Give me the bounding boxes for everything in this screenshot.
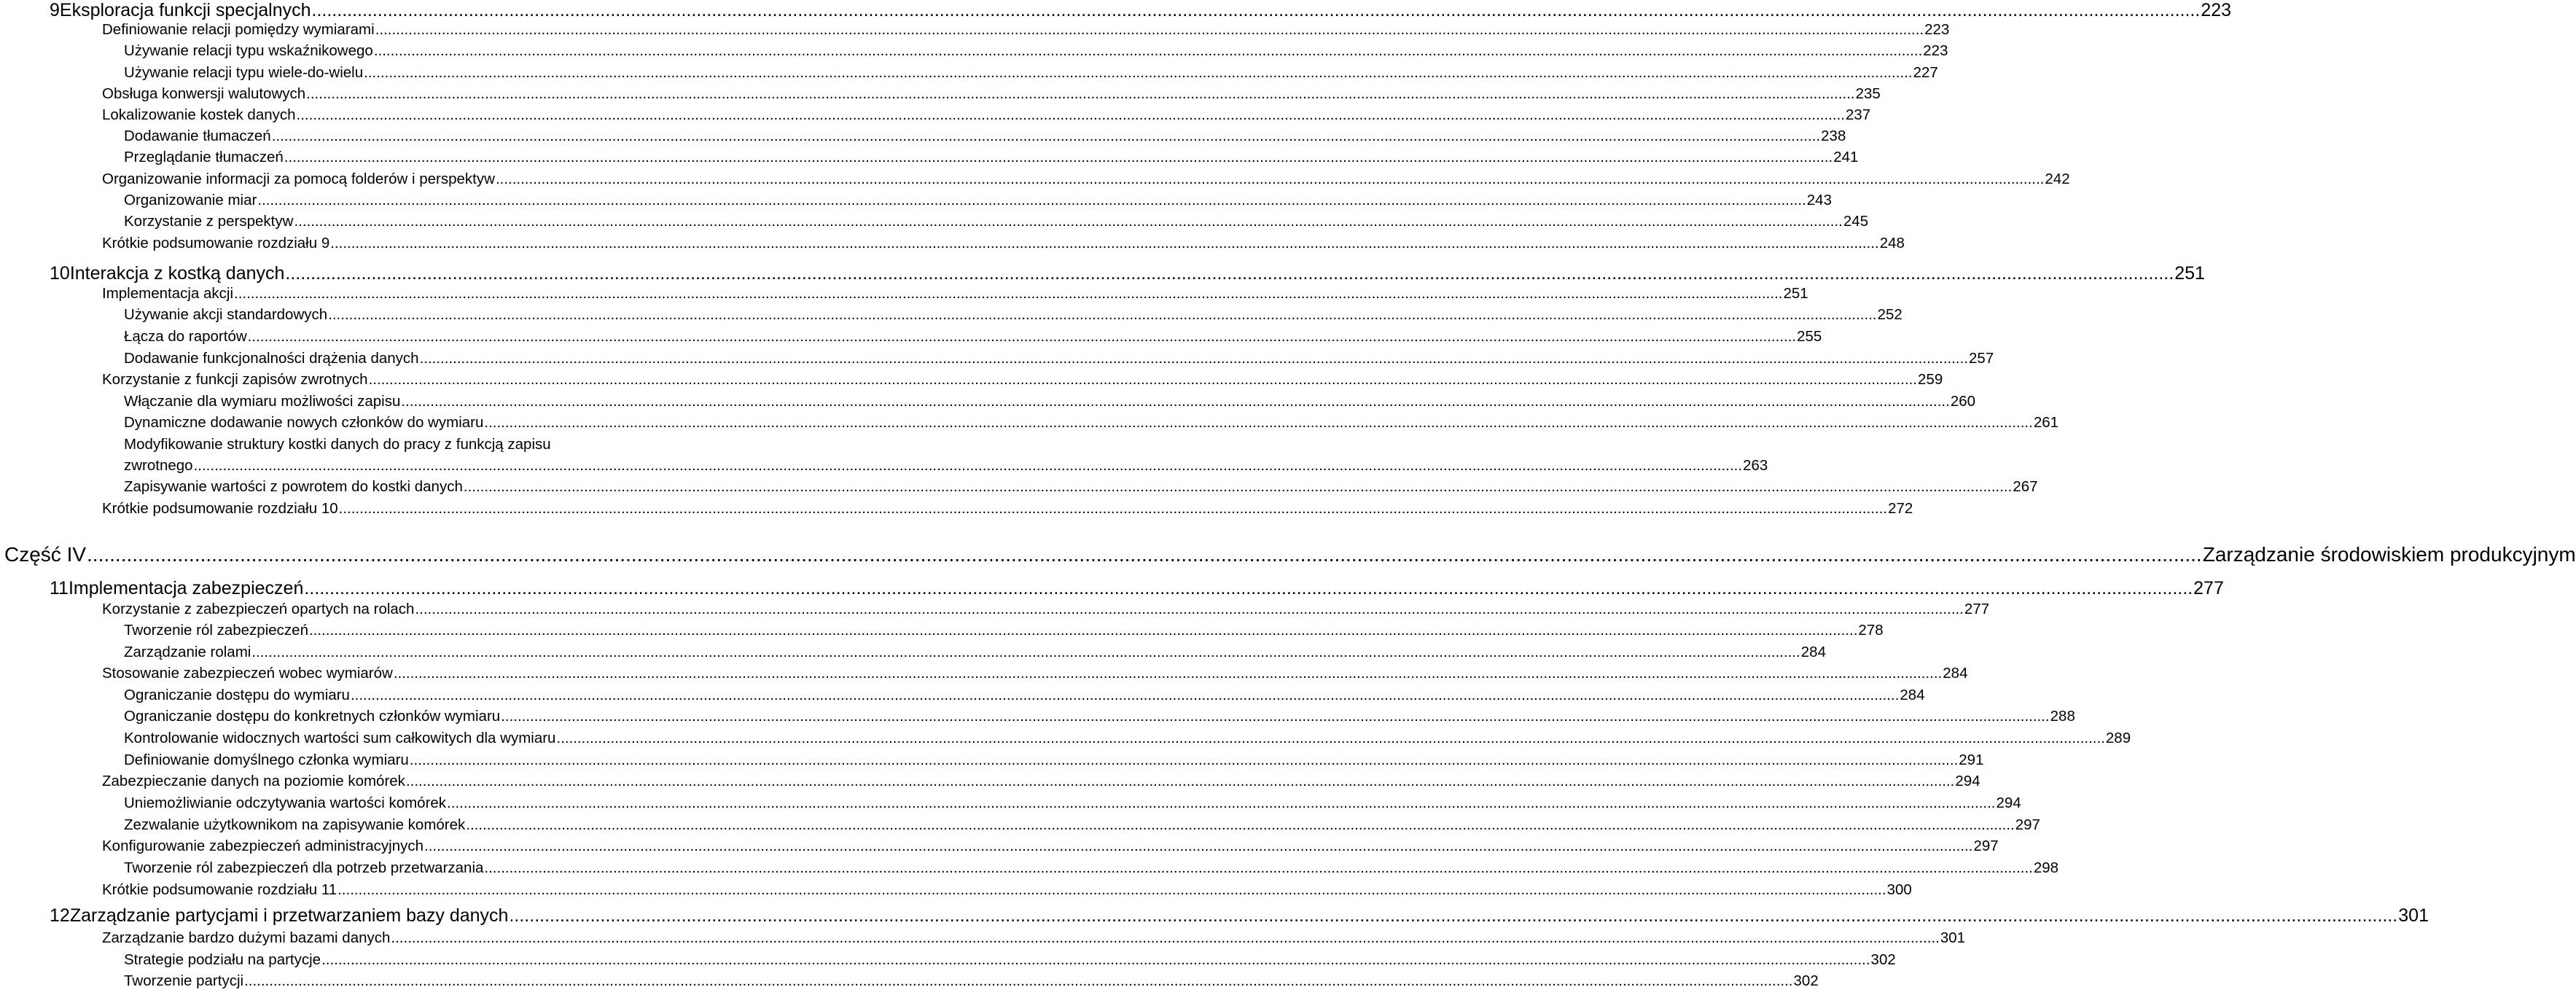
dot-leader bbox=[391, 929, 1939, 947]
subsection-entry[interactable] bbox=[124, 752, 1984, 769]
dot-leader bbox=[401, 393, 1949, 410]
dot-leader bbox=[374, 42, 1922, 60]
chapter-number: 11 bbox=[50, 578, 69, 598]
toc-entry-title: Definiowanie domyślnego członka wymiaru bbox=[124, 752, 409, 768]
page-number: 260 bbox=[1950, 393, 1976, 410]
page-number: 238 bbox=[1821, 128, 1846, 144]
toc-entry-title: Implementacja akcji bbox=[102, 285, 234, 302]
page-number: 294 bbox=[1955, 773, 1980, 789]
dot-leader bbox=[337, 881, 1886, 899]
toc-entry-title: Korzystanie z zabezpieczeń opartych na rolach bbox=[102, 601, 415, 617]
page-number: 297 bbox=[2015, 816, 2040, 833]
toc-entry-title: Eksploracja funkcji specjalnych bbox=[59, 0, 311, 20]
subsection-entry[interactable] bbox=[124, 972, 1819, 990]
dot-leader bbox=[304, 578, 2193, 599]
page-number: 302 bbox=[1870, 951, 1896, 968]
chapter-entry[interactable] bbox=[50, 905, 2429, 926]
dot-leader bbox=[285, 263, 2174, 284]
dot-leader bbox=[257, 192, 1806, 209]
toc-entry-title: Korzystanie z perspektyw bbox=[124, 213, 294, 230]
toc-entry-title: Strategie podziału na partycje bbox=[124, 951, 321, 968]
toc-entry-title: Organizowanie informacji za pomocą folderów i perspektyw bbox=[102, 171, 495, 187]
subsection-entry[interactable] bbox=[124, 64, 1938, 82]
toc-entry-title: Lokalizowanie kostek danych bbox=[102, 106, 296, 123]
toc-entry-title: Obsługa konwersji walutowych bbox=[102, 85, 306, 102]
subsection-entry[interactable] bbox=[124, 128, 1846, 145]
part-label: Część IV bbox=[4, 543, 87, 566]
toc-entry-title: zwrotnego bbox=[124, 457, 193, 474]
section-entry[interactable] bbox=[102, 881, 1912, 899]
dot-leader bbox=[297, 106, 1845, 124]
toc-entry-title: Dodawanie funkcjonalności drążenia danych bbox=[124, 350, 419, 367]
chapter-number: 9 bbox=[50, 0, 60, 20]
page-number: 263 bbox=[1743, 457, 1768, 474]
toc-entry-title: Dynamiczne dodawanie nowych członków do wymiaru bbox=[124, 414, 484, 431]
dot-leader bbox=[339, 500, 1887, 518]
page-number: 235 bbox=[1855, 85, 1881, 102]
page-number: 277 bbox=[1964, 601, 1990, 617]
toc-entry-title: Zapisywanie wartości z powrotem do kostki danych bbox=[124, 478, 463, 495]
subsection-entry[interactable] bbox=[124, 708, 2075, 725]
dot-leader bbox=[424, 838, 1972, 855]
page-number: 302 bbox=[1793, 972, 1819, 989]
dot-leader bbox=[272, 128, 1820, 145]
page-number: 259 bbox=[1918, 371, 1943, 388]
toc-entry-title: Kontrolowanie widocznych wartości sum całkowitych dla wymiaru bbox=[124, 730, 556, 746]
subsection-entry[interactable] bbox=[124, 859, 2059, 877]
toc-entry-title: Tworzenie ról zabezpieczeń bbox=[124, 622, 308, 639]
page-number: 223 bbox=[1923, 42, 1948, 59]
toc-entry-title: Tworzenie partycji bbox=[124, 972, 244, 989]
toc-entry-title: Organizowanie miar bbox=[124, 192, 257, 208]
dot-leader bbox=[509, 905, 2397, 926]
subsection-entry[interactable] bbox=[124, 795, 2021, 812]
toc-entry-title: Używanie relacji typu wskaźnikowego bbox=[124, 42, 373, 59]
section-entry[interactable] bbox=[102, 929, 1966, 947]
dot-leader bbox=[294, 213, 1842, 230]
dot-leader bbox=[312, 0, 2201, 21]
part-heading[interactable] bbox=[4, 543, 2576, 566]
dot-leader bbox=[484, 859, 2032, 877]
subsection-entry[interactable] bbox=[124, 951, 1896, 969]
page-number: 242 bbox=[2045, 171, 2070, 187]
toc-entry-title: Stosowanie zabezpieczeń wobec wymiarów bbox=[102, 665, 393, 682]
page-number: 284 bbox=[1800, 644, 1826, 660]
dot-leader bbox=[415, 601, 1963, 618]
page-number: 291 bbox=[1959, 752, 1984, 768]
toc-entry-title: Korzystanie z funkcji zapisów zwrotnych bbox=[102, 371, 368, 388]
dot-leader bbox=[447, 795, 1995, 812]
page-number: 272 bbox=[1888, 500, 1913, 517]
toc-entry-title: Uniemożliwianie odczytywania wartości komórek bbox=[124, 795, 447, 811]
subsection-entry[interactable] bbox=[124, 328, 1822, 346]
dot-leader bbox=[251, 644, 1800, 661]
subsection-entry[interactable] bbox=[124, 816, 2040, 834]
chapter-entry[interactable] bbox=[50, 578, 2224, 599]
subsection-entry[interactable] bbox=[124, 644, 1826, 661]
page-number: 267 bbox=[2013, 478, 2038, 495]
dot-leader bbox=[556, 730, 2104, 747]
section-entry[interactable] bbox=[102, 106, 1871, 124]
toc-entry-title: Ograniczanie dostępu do wymiaru bbox=[124, 687, 350, 703]
page-number: 237 bbox=[1845, 106, 1871, 123]
dot-leader bbox=[410, 752, 1958, 769]
chapter-number: 12 bbox=[50, 905, 70, 926]
page-number: 289 bbox=[2105, 730, 2131, 746]
subsection-entry[interactable] bbox=[124, 192, 1832, 209]
dot-leader bbox=[309, 622, 1857, 639]
page-number: 294 bbox=[1996, 795, 2021, 811]
subsection-entry[interactable] bbox=[124, 42, 1948, 60]
page-number: 251 bbox=[2174, 263, 2205, 284]
dot-leader bbox=[501, 708, 2049, 725]
toc-entry-title: Krótkie podsumowanie rozdziału 11 bbox=[102, 881, 337, 898]
section-entry[interactable] bbox=[102, 171, 2070, 188]
page-number: 243 bbox=[1806, 192, 1832, 208]
dot-leader bbox=[420, 350, 1968, 367]
subsection-entry[interactable] bbox=[124, 478, 2038, 496]
chapter-entry[interactable] bbox=[50, 263, 2205, 284]
subsection-entry[interactable] bbox=[124, 213, 1869, 230]
toc-entry-title: Krótkie podsumowanie rozdziału 10 bbox=[102, 500, 338, 517]
subsection-entry[interactable] bbox=[124, 687, 1925, 704]
page-number: 248 bbox=[1879, 235, 1905, 251]
toc-entry-title: Przeglądanie tłumaczeń bbox=[124, 149, 284, 165]
chapter-number: 10 bbox=[50, 263, 70, 284]
subsection-entry[interactable] bbox=[124, 350, 1994, 367]
subsection-entry[interactable] bbox=[124, 622, 1884, 639]
toc-entry-title: Używanie relacji typu wiele-do-wielu bbox=[124, 64, 364, 81]
subsection-entry[interactable] bbox=[124, 730, 2131, 747]
page-number: 223 bbox=[2201, 0, 2232, 20]
toc-entry-title: Zabezpieczanie danych na poziomie komórek bbox=[102, 773, 405, 789]
dot-leader bbox=[284, 149, 1833, 166]
subsection-entry[interactable] bbox=[124, 306, 1902, 324]
toc-entry-title: Krótkie podsumowanie rozdziału 9 bbox=[102, 235, 330, 251]
page-number: 278 bbox=[1858, 622, 1884, 639]
part-title: Zarządzanie środowiskiem produkcyjnym bbox=[2202, 543, 2576, 566]
section-entry[interactable] bbox=[102, 601, 1990, 618]
section-entry[interactable] bbox=[102, 500, 1913, 518]
page-number: 277 bbox=[2193, 578, 2224, 598]
toc-entry-title: Używanie akcji standardowych bbox=[124, 306, 328, 323]
dot-leader bbox=[87, 543, 2202, 566]
toc-entry-title: Łącza do raportów bbox=[124, 328, 247, 345]
page-number: 298 bbox=[2033, 859, 2059, 876]
dot-leader bbox=[244, 972, 1792, 990]
toc-entry-title: Dodawanie tłumaczeń bbox=[124, 128, 271, 144]
page-number: 241 bbox=[1833, 149, 1859, 165]
dot-leader bbox=[406, 773, 1954, 790]
toc-entry-title: Konfigurowanie zabezpieczeń administracyjnych bbox=[102, 838, 424, 854]
toc-entry-title: Zezwalanie użytkownikom na zapisywanie komórek bbox=[124, 816, 466, 833]
dot-leader bbox=[369, 371, 1917, 389]
subsection-entry[interactable] bbox=[124, 457, 1768, 475]
page-number: 252 bbox=[1877, 306, 1902, 323]
dot-leader bbox=[234, 285, 1782, 303]
page-number: 301 bbox=[1940, 929, 1966, 946]
dot-leader bbox=[321, 951, 1870, 969]
toc-entry-title: Włączanie dla wymiaru możliwości zapisu bbox=[124, 393, 401, 410]
dot-leader bbox=[484, 414, 2032, 432]
toc-entry-title: Modyfikowanie struktury kostki danych do pracy z funkcją zapisu bbox=[124, 436, 551, 453]
dot-leader bbox=[394, 665, 1942, 682]
toc-entry-title: Definiowanie relacji pomiędzy wymiarami bbox=[102, 21, 375, 38]
subsection-entry[interactable] bbox=[124, 149, 1859, 166]
dot-leader bbox=[464, 478, 2012, 496]
section-entry[interactable] bbox=[102, 85, 1881, 103]
subsection-entry[interactable] bbox=[124, 414, 2059, 432]
toc-entry-title: Tworzenie ról zabezpieczeń dla potrzeb przetwarzania bbox=[124, 859, 484, 876]
page-number: 245 bbox=[1843, 213, 1869, 230]
dot-leader bbox=[248, 328, 1796, 346]
dot-leader bbox=[194, 457, 1742, 475]
dot-leader bbox=[364, 64, 1912, 82]
page-number: 297 bbox=[1973, 838, 1999, 854]
page-number: 284 bbox=[1943, 665, 1968, 682]
toc-entry-title: Zarządzanie bardzo dużymi bazami danych bbox=[102, 929, 391, 946]
page-number: 301 bbox=[2398, 905, 2429, 926]
page-number: 288 bbox=[2050, 708, 2075, 725]
toc-entry-title: Ograniczanie dostępu do konkretnych członków wymiaru bbox=[124, 708, 501, 725]
page-number: 257 bbox=[1969, 350, 1994, 367]
chapter-entry[interactable] bbox=[50, 0, 2232, 21]
dot-leader bbox=[351, 687, 1899, 704]
section-entry[interactable] bbox=[102, 371, 1943, 389]
toc-entry-title: Interakcja z kostką danych bbox=[69, 263, 285, 284]
section-entry[interactable] bbox=[102, 285, 1808, 303]
toc-entry-title: Zarządzanie rolami bbox=[124, 644, 251, 660]
dot-leader bbox=[466, 816, 2014, 834]
section-entry[interactable] bbox=[102, 838, 1999, 855]
dot-leader bbox=[328, 306, 1876, 324]
section-entry[interactable] bbox=[102, 235, 1905, 252]
toc-entry-title: Zarządzanie partycjami i przetwarzaniem bazy danych bbox=[69, 905, 509, 926]
toc-entry-title: Implementacja zabezpieczeń bbox=[68, 578, 304, 598]
page-number: 251 bbox=[1783, 285, 1808, 302]
section-entry[interactable] bbox=[102, 21, 1950, 39]
subsection-entry[interactable] bbox=[124, 393, 1976, 410]
section-entry[interactable] bbox=[102, 773, 1980, 790]
dot-leader bbox=[375, 21, 1924, 39]
section-entry[interactable] bbox=[102, 665, 1968, 682]
dot-leader bbox=[330, 235, 1878, 252]
page-number: 255 bbox=[1797, 328, 1822, 345]
page-number: 227 bbox=[1913, 64, 1938, 81]
page-number: 223 bbox=[1924, 21, 1950, 38]
page-number: 261 bbox=[2033, 414, 2059, 431]
dot-leader bbox=[496, 171, 2044, 188]
page-number: 284 bbox=[1900, 687, 1925, 703]
page-number: 300 bbox=[1886, 881, 1912, 898]
dot-leader bbox=[306, 85, 1854, 103]
